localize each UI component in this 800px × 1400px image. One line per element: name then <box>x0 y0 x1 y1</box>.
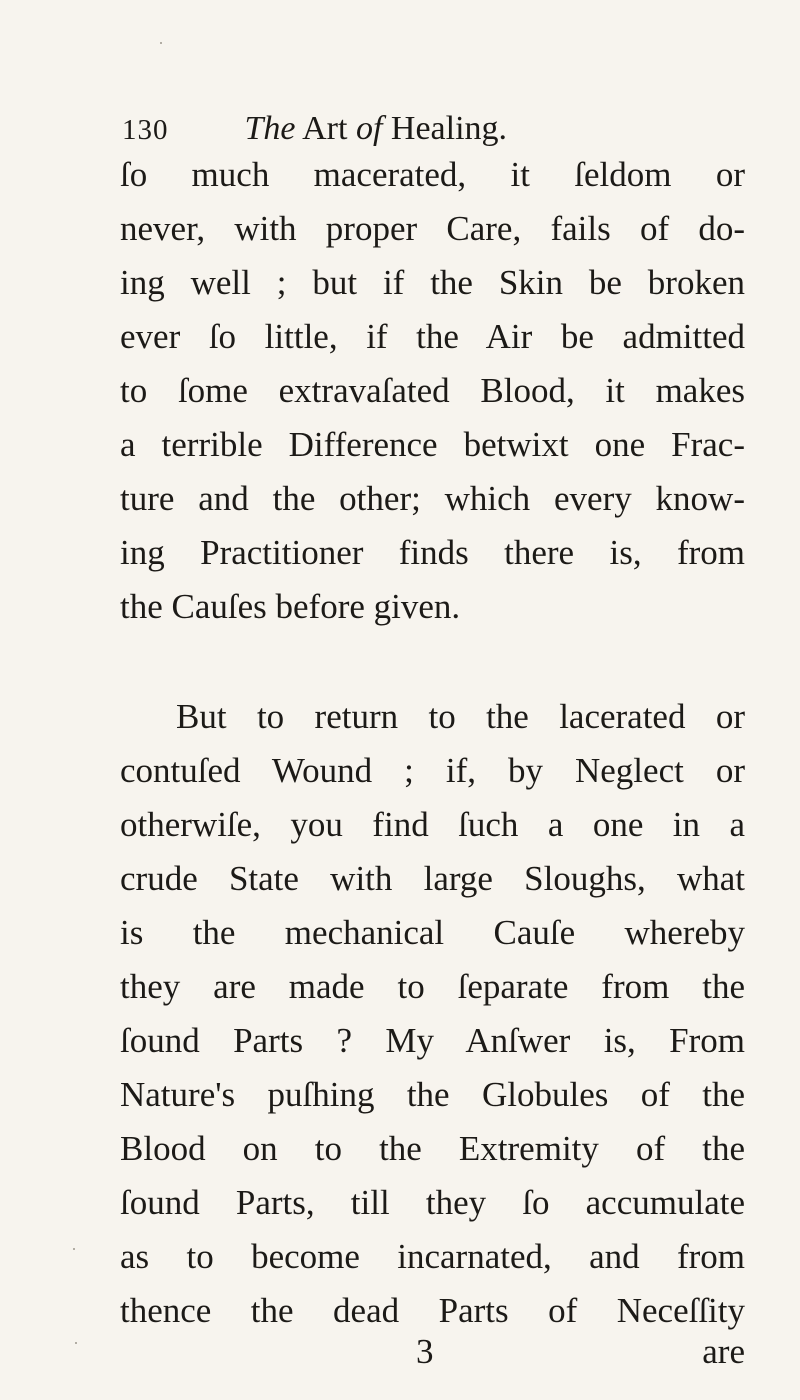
text-line: Blood on to the Extremity of the <box>120 1129 745 1168</box>
text-line: ſound Parts, till they ſo accumulate <box>120 1183 745 1222</box>
catch-row <box>120 1326 745 1378</box>
signature-mark: 3 <box>416 1332 434 1371</box>
text-line: contuſed Wound ; if, by Neglect or <box>120 751 745 790</box>
title-of: of <box>355 110 383 147</box>
text-line: ever ſo little, if the Air be admitted <box>120 317 745 356</box>
page-number: 130 <box>122 114 169 146</box>
text-line: the Cauſes before given. <box>120 587 461 626</box>
text-line: never, with proper Care, fails of do- <box>120 209 745 248</box>
running-head <box>122 104 762 154</box>
text-line: otherwiſe, you find ſuch a one in a <box>120 805 745 844</box>
body-text <box>120 148 745 1338</box>
text-line: Nature's puſhing the Globules of the <box>120 1075 745 1114</box>
paper-speck <box>75 1342 77 1344</box>
text-line: thence the dead Parts of Neceſſity <box>120 1291 745 1330</box>
paper-speck <box>73 1248 75 1250</box>
title-suffix: Healing. <box>390 110 508 147</box>
text-line: ſo much macerated, it ſeldom or <box>120 155 745 194</box>
paragraph-gap <box>120 634 745 690</box>
text-line: But to return to the lacerated or <box>176 697 745 736</box>
text-line: ſound Parts ? My Anſwer is, From <box>120 1021 745 1060</box>
paper-speck <box>160 42 162 44</box>
text-line: they are made to ſeparate from the <box>120 967 745 1006</box>
text-line: is the mechanical Cauſe whereby <box>120 913 745 952</box>
page-title <box>245 104 508 154</box>
title-main: Art <box>302 110 356 147</box>
text-line: ing well ; but if the Skin be broken <box>120 263 745 302</box>
text-line: to ſome extravaſated Blood, it makes <box>120 371 745 410</box>
text-line: a terrible Difference betwixt one Frac- <box>120 425 745 464</box>
title-prefix: The <box>244 110 296 147</box>
catchword: are <box>702 1332 745 1371</box>
text-line: ture and the other; which every know- <box>120 479 745 518</box>
text-line: as to become incarnated, and from <box>120 1237 745 1276</box>
text-line: ing Practitioner finds there is, from <box>120 533 745 572</box>
text-line: crude State with large Sloughs, what <box>120 859 745 898</box>
